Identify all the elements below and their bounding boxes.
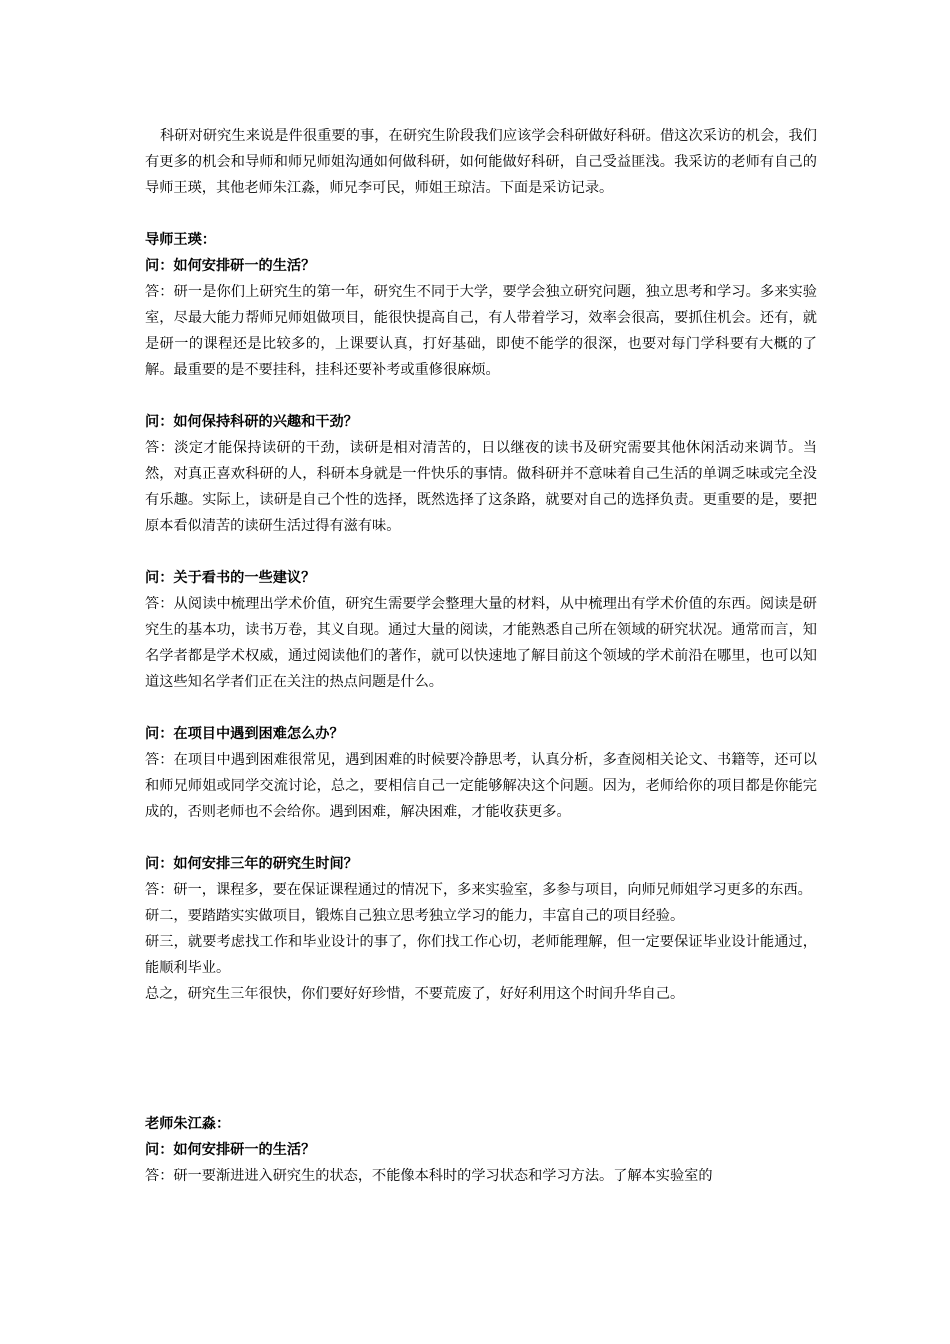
qa-item (145, 721, 817, 825)
answer: 答：从阅读中梳理出学术价值，研究生需要学会整理大量的材料，从中梳理出有学术价值的东西。阅读是研究生的基本功，读书万卷，其义自现。通过大量的阅读，才能熟悉自己所在领域的研究状况。通常而言，知名学者都是学术权威，通过阅读他们的著作，就可以快速地了解目前这个领域的学术前沿在哪里，也可以知道这些知名学者们正在关注的热点问题是什么。 (145, 596, 817, 690)
question: 问：在项目中遇到困难怎么办？ (145, 726, 344, 742)
answer: 答：在项目中遇到困难很常见，遇到困难的时候要冷静思考，认真分析，多查阅相关论文、书籍等，还可以和师兄师姐或同学交流讨论，总之，要相信自己一定能够解决这个问题。因为，老师给你的项目都是你能完成的，否则老师也不会给你。遇到困难，解决困难，才能收获更多。 (145, 752, 817, 820)
answer: 答：研一，课程多，要在保证课程通过的情况下，多来实验室，多参与项目，向师兄师姐学习更多的东西。 (145, 882, 812, 898)
section-advisor (145, 227, 817, 1007)
answer: 总之，研究生三年很快，你们要好好珍惜，不要荒废了，好好利用这个时间升华自己。 (145, 986, 685, 1002)
question: 问：如何安排三年的研究生时间？ (145, 856, 358, 872)
question: 问：关于看书的一些建议？ (145, 570, 316, 586)
answer: 答：研一要渐进进入研究生的状态，不能像本科时的学习状态和学习方法。了解本实验室的 (145, 1168, 713, 1184)
document-page (145, 123, 817, 1215)
question: 问：如何安排研一的生活？ (145, 258, 316, 274)
blank-space (145, 1007, 817, 1111)
qa-item (145, 253, 817, 383)
answer: 答：淡定才能保持读研的干劲，读研是相对清苦的，日以继夜的读书及研究需要其他休闲活动来调节。当然，对真正喜欢科研的人，科研本身就是一件快乐的事情。做科研并不意味着自己生活的单调乏味或完全没有乐趣。实际上，读研是自己个性的选择，既然选择了这条路，就要对自己的选择负责。更重要的是，要把原本看似清苦的读研生活过得有滋有味。 (145, 440, 817, 534)
answer: 研三，就要考虑找工作和毕业设计的事了，你们找工作心切，老师能理解，但一定要保证毕业设计能通过，能顺利毕业。 (145, 934, 817, 976)
qa-item (145, 1137, 817, 1189)
question: 问：如何保持科研的兴趣和干劲？ (145, 414, 358, 430)
section-title: 导师王瑛： (145, 232, 216, 248)
intro-paragraph: 科研对研究生来说是件很重要的事，在研究生阶段我们应该学会科研做好科研。借这次采访的机会，我们有更多的机会和导师和师兄师姐沟通如何做科研，如何能做好科研，自己受益匪浅。我采访的老师有自己的导师王瑛，其他老师朱江淼，师兄李可民，师姐王琼洁。下面是采访记录。 (145, 128, 817, 196)
section-title: 老师朱江淼： (145, 1116, 231, 1132)
answer: 答：研一是你们上研究生的第一年，研究生不同于大学，要学会独立研究问题，独立思考和学习。多来实验室，尽最大能力帮师兄师姐做项目，能很快提高自己，有人带着学习，效率会很高，要抓住机会。还有，就是研一的课程还是比较多的，上课要认真，打好基础，即使不能学的很深，也要对每门学科要有大概的了解。最重要的是不要挂科，挂科还要补考或重修很麻烦。 (145, 284, 817, 378)
qa-item (145, 851, 817, 1007)
qa-item (145, 565, 817, 695)
section-teacher (145, 1111, 817, 1189)
answer: 研二，要踏踏实实做项目，锻炼自己独立思考独立学习的能力，丰富自己的项目经验。 (145, 908, 685, 924)
question: 问：如何安排研一的生活？ (145, 1142, 316, 1158)
qa-item (145, 409, 817, 539)
